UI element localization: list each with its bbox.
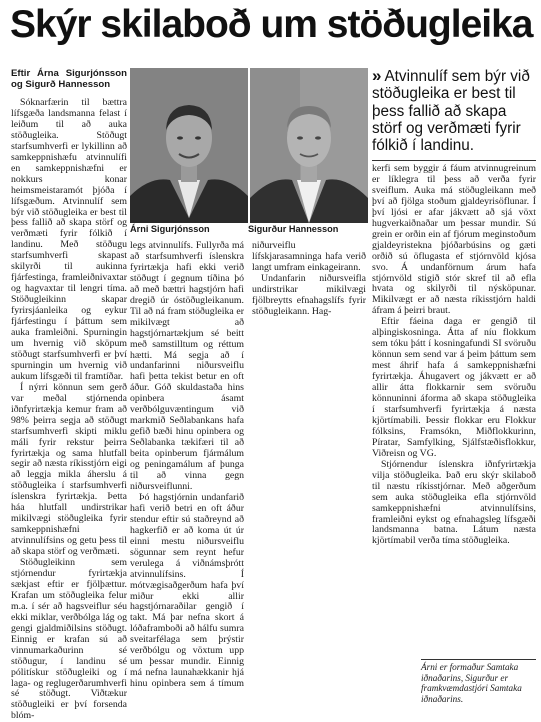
photo-caption-sigurdur: Sigurður Hannesson: [248, 224, 339, 234]
paragraph: kerfi sem byggir á fáum atvinnugreinum er líklegra til þess að verða fyrir sveiflum. Auka má stöðugleikann með því að fjölga stoðum gjaldeyrisöflunar. Í því ljósi er afar jákvætt að sjá vöxt hugverkaiðnaðar um þessar mundir. Sú grein er orðin ein af fjórum meginstoðum gjaldeyristekna þjóðarbúsins og gæti orðið sú öflugasta ef stjórnvöld kjósa svo. Á undanförnum árum hafa stjórnvöld stigið stór skref til að efla hvata og skilyrði til nýsköpunar. Mikilvægt er að næsta ríkisstjórn haldi áfram á þeirri braut.: [372, 163, 536, 317]
portrait-image: [130, 68, 248, 223]
paragraph: Eftir fáeina daga er gengið til alþingiskosninga. Átta af níu flokkum sem tóku þátt í kosningafundi SI svöruðu könnun sem send var á þeim þáttum sem mest áhrif hafa á samkeppnishæfni fyrirtækja. Áhugavert og jákvætt er að allir átta flokkarnir sem svöruðu könnuninni áforma að skapa stöðugleika í starfsumhverfi fyrirtækja á næsta kjörtímabili. Þessir flokkar eru Flokkur fólksins, Framsókn, Miðflokkurinn, Píratar, Samfylking, Sjálfstæðisflokkur, Viðreisn og VG.: [372, 316, 536, 459]
paragraph: Þó hagstjórnin undanfarið hafi verið betri en oft áður stendur eftir sú staðreynd að hagkerfið er að koma út úr einni mestu niðursveiflu sögunnar sem reynt hefur verulega á viðnámsþrótt atvinnulífsins. Í mótvægisaðgerðum hafa því miður ekki allir hagstjórnaraðilar gengið í takt. Má þar nefna skort á lóðaframboði að hálfu sumra sveitarfélaga sem þrýstir verðbólgu og vöxtum upp um þessar mundir. Einnig má nefna launahækkanir hjá hinu opinbera sem á tímum niðurveiflu lífskjarasamninga hafa verið langt umfram einkageirann.: [130, 240, 366, 690]
paragraph: Undanfarin niðursveifla undirstrikar mikilvægi fjölbreytts efnahagslífs fyrir stöðugleikann. Hag-: [252, 272, 366, 317]
paragraph: Stöðugleikinn sem stjórnendur fyrirtækja sækjast eftir er fjölþættur. Krafan um stöðugleika felur m.a. í sér að hagsveiflur séu ekki miklar, verðbólga lág og gengi gjaldmiðilsins stöðugt. Einnig er krafan sú að vinnumarkaðurinn sé stöðugur, í landinu sé pólitískur stöðugleiki og í laga- og reglugerðarumhverfi sé stöðugt. Viðtækur stöðugleiki er því forsenda blóm-: [11, 557, 127, 722]
paragraph: legs atvinnulífs. Fullyrða má að starfsumhverfi íslenskra fyrirtækja hafi ekki verið stöðugt í gegnum tíðina þó að með bættri hagstjórn hafi dregið úr óstöðugleikanum. Til að ná fram stöðugleika er mikilvægt að hagstjórnartækjum sé beitt með samstilltum og réttum hætti. Má segja að í undanfarinni niðursveiflu hafi þetta tekist betur en oft áður. Góð skuldastaða hins opinbera ásamt verðbólguvæntingum við markmið Seðlabankans hafa gefið bæði hinu opinbera og Seðlabanka tækifæri til að beita opinberum fjármálum og peningamálum af þunga til að vinna gegn niðursveiflunni.: [130, 240, 244, 492]
article-column-1: [11, 68, 127, 722]
paragraph: Stjórnendur íslenskra iðnfyrirtækja vilja stöðugleika. Það eru skýr skilaboð til næstu ríkisstjórnar. Með aðgerðum sem auka stöðugleika efla stjórnvöld samkeppnishæfni atvinnulífsins, framleiðni eykst og efnahagsleg lífsgæði landsmanna batna. Látum næsta kjörtímabil verða tíma stöðugleika.: [372, 458, 536, 547]
article-columns-2-3: [130, 241, 366, 699]
author-bio: Árni er formaður Samtaka iðnaðarins, Sigurður er framkvæmdastjóri Samtaka iðnaðarins.: [421, 662, 522, 704]
author-photo-arni: [130, 68, 248, 223]
bio-divider: [421, 659, 536, 660]
pull-quote-divider: [372, 160, 536, 161]
photo-caption-arni: Árni Sigurjónsson: [130, 224, 210, 234]
pull-quote-text: Atvinnulíf sem býr við stöðugleika er best til þess fallið að skapa störf og verðmæti fyrir fólkið í landinu.: [372, 68, 530, 155]
paragraph: Í nýrri könnun sem gerð var meðal stjórnenda iðnfyrirtækja kemur fram að 98% þeirra segja að stöðugt starfsumhverfi skipti miklu máli fyrir rekstur þeirra fyrirtækja og sama hlutfall segir að næsta ríkisstjórn eigi að leggja mikla áherslu á stöðugleika í starfsumhverfi íslenskra fyrirtækja. Þetta háa hlutfall undirstrikar mikilvægi stöðugleika fyrir samkeppnishæfni atvinnulífsins og getu þess til að skapa störf og verðmæti.: [11, 381, 127, 558]
article-title: Skýr skilaboð um stöðugleika: [10, 3, 533, 46]
portrait-image: [250, 68, 368, 223]
byline: Eftir Árna Sigurjónsson og Sigurð Hannesson: [11, 68, 127, 90]
quote-mark: »: [372, 66, 382, 85]
article-column-4: [372, 164, 536, 654]
pull-quote: [372, 67, 536, 154]
paragraph: Sóknarfærin til bættra lífsgæða landsmanna felast í leiðum til að auka stöðugleika. Stöðugt starfsumhverfi er lykillinn að samkeppnishæfu atvinnulífi en samkeppnishæfni er nokkurs konar heimsmeistaramót þjóða í lífsgæðum. Atvinnulíf sem býr við stöðugleika er best til þess fallið að skapa störf og verðmæti fyrir fólkið í landinu. Með stöðugu starfsumhverfi skapast skilyrði til aukinna fjárfestinga, framleiðnivaxtar og hagvaxtar til lengri tíma. Stöðugleikinn skapar fyrirsjáanleika og eykur fjárfestingu í þáttum sem auka framleiðni. Spurningin um hvernig við sköpum stöðugt starfsumhverfi er því spurningin um hvernig við aukum lífsgæði til framtíðar.: [11, 97, 127, 382]
author-photo-sigurdur: [250, 68, 368, 223]
